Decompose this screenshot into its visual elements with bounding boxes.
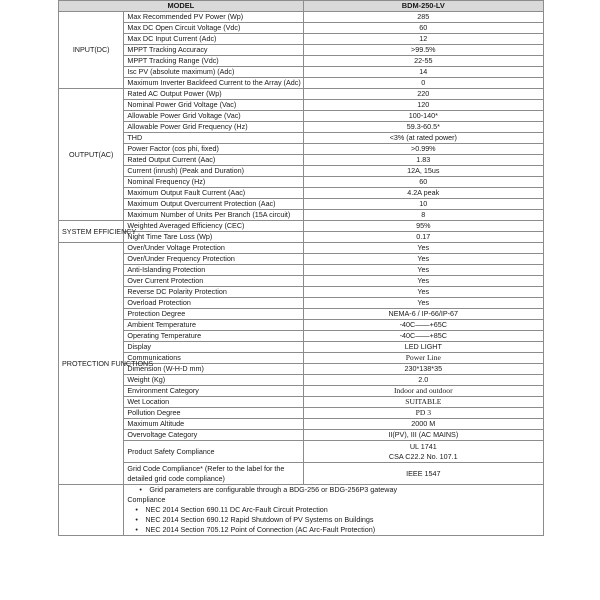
table-row — [59, 144, 544, 155]
table-row — [59, 188, 544, 199]
param-label: Overvoltage Category — [124, 430, 303, 441]
param-label: Overload Protection — [124, 298, 303, 309]
table-row — [59, 254, 544, 265]
param-value: Indoor and outdoor — [303, 386, 543, 397]
param-value: Yes — [303, 276, 543, 287]
table-row — [59, 78, 544, 89]
param-value: Yes — [303, 287, 543, 298]
param-label: Dimension (W-H-D mm) — [124, 364, 303, 375]
param-value: 1.83 — [303, 155, 543, 166]
param-value: 10 — [303, 199, 543, 210]
table-row — [59, 166, 544, 177]
table-row — [59, 243, 544, 254]
table-row — [59, 23, 544, 34]
table-row — [59, 309, 544, 320]
table-row — [59, 100, 544, 111]
param-label: MPPT Tracking Range (Vdc) — [124, 56, 303, 67]
table-row — [59, 320, 544, 331]
table-row — [59, 199, 544, 210]
table-row — [59, 210, 544, 221]
param-value: <3% (at rated power) — [303, 133, 543, 144]
table-row — [59, 12, 544, 23]
table-row — [59, 342, 544, 353]
param-label: Protection Degree — [124, 309, 303, 320]
model-value: BDM-250-LV — [303, 1, 543, 12]
table-row — [59, 331, 544, 342]
param-label: Current (inrush) (Peak and Duration) — [124, 166, 303, 177]
param-value: LED LIGHT — [303, 342, 543, 353]
notes-cell — [124, 485, 544, 536]
table-row — [59, 133, 544, 144]
param-value: Yes — [303, 243, 543, 254]
note-item: • NEC 2014 Section 690.12 Rapid Shutdown of PV Systems on Buildings — [127, 515, 540, 525]
table-row — [59, 276, 544, 287]
param-value: >0.99% — [303, 144, 543, 155]
param-label: Nominal Frequency (Hz) — [124, 177, 303, 188]
param-value: 60 — [303, 23, 543, 34]
param-value: 2000 M — [303, 419, 543, 430]
param-value: -40C——+85C — [303, 331, 543, 342]
param-label: Night Time Tare Loss (Wp) — [124, 232, 303, 243]
param-value: 12 — [303, 34, 543, 45]
table-row — [59, 419, 544, 430]
param-label: Allowable Power Grid Frequency (Hz) — [124, 122, 303, 133]
param-label: Ambient Temperature — [124, 320, 303, 331]
note-item: • NEC 2014 Section 690.11 DC Arc-Fault Circuit Protection — [127, 505, 540, 515]
table-row — [59, 177, 544, 188]
table-row — [59, 56, 544, 67]
section-protection-functions: PROTECTION FUNCTIONS — [59, 243, 124, 485]
table-row — [59, 232, 544, 243]
product-safety-line-2: CSA C22.2 No. 107.1 — [388, 451, 458, 461]
table-row — [59, 375, 544, 386]
section-system-efficiency: SYSTEM EFFICIENCY — [59, 221, 124, 243]
param-label: Maximum Output Overcurrent Protection (Aac) — [124, 199, 303, 210]
note-item: • NEC 2014 Section 705.12 Point of Connection (AC Arc-Fault Protection) — [127, 525, 540, 535]
param-value: 14 — [303, 67, 543, 78]
table-row — [59, 386, 544, 397]
param-value: Yes — [303, 254, 543, 265]
table-row — [59, 287, 544, 298]
param-value: 100-140* — [303, 111, 543, 122]
param-value: IEEE 1547 — [303, 463, 543, 485]
param-value: 59.3-60.5* — [303, 122, 543, 133]
param-value: 220 — [303, 89, 543, 100]
product-safety-line-1: UL 1741 — [409, 442, 437, 451]
param-label: Communications — [124, 353, 303, 364]
param-label: Pollution Degree — [124, 408, 303, 419]
param-label: Grid Code Compliance* (Refer to the label for the detailed grid code compliance) — [124, 463, 303, 485]
param-label: Display — [124, 342, 303, 353]
param-label: Allowable Power Grid Voltage (Vac) — [124, 111, 303, 122]
param-value: Power Line — [303, 353, 543, 364]
param-label: Maximum Output Fault Current (Aac) — [124, 188, 303, 199]
table-row — [59, 430, 544, 441]
param-label: Power Factor (cos phi, fixed) — [124, 144, 303, 155]
param-value: Yes — [303, 265, 543, 276]
section-output-ac: OUTPUT(AC) — [59, 89, 124, 221]
param-value: II(PV), III (AC MAINS) — [303, 430, 543, 441]
table-row — [59, 34, 544, 45]
note-grid-parameters: • Grid parameters are configurable through a BDG-256 or BDG-256P3 gateway — [127, 485, 540, 495]
param-label: Anti-Islanding Protection — [124, 265, 303, 276]
param-label: Operating Temperature — [124, 331, 303, 342]
param-value: 4.2A peak — [303, 188, 543, 199]
param-value: 120 — [303, 100, 543, 111]
param-value: 285 — [303, 12, 543, 23]
param-value: 0 — [303, 78, 543, 89]
table-row — [59, 221, 544, 232]
param-label: Over Current Protection — [124, 276, 303, 287]
param-label: Nominal Power Grid Voltage (Vac) — [124, 100, 303, 111]
table-row — [59, 441, 544, 463]
param-label: Max DC Open Circuit Voltage (Vdc) — [124, 23, 303, 34]
table-row — [59, 298, 544, 309]
param-label: MPPT Tracking Accuracy — [124, 45, 303, 56]
table-row — [59, 463, 544, 485]
param-value: 0.17 — [303, 232, 543, 243]
table-row — [59, 265, 544, 276]
param-label: Product Safety Compliance — [124, 441, 303, 463]
spec-sheet — [58, 0, 544, 536]
table-row — [59, 45, 544, 56]
note-compliance-label: Compliance — [127, 495, 166, 504]
param-label: Rated Output Current (Aac) — [124, 155, 303, 166]
param-label: Environment Category — [124, 386, 303, 397]
param-label: Reverse DC Polarity Protection — [124, 287, 303, 298]
param-label: Maximum Number of Units Per Branch (15A circuit) — [124, 210, 303, 221]
param-value: 22-55 — [303, 56, 543, 67]
param-label: Max DC Input Current (Adc) — [124, 34, 303, 45]
notes-row — [59, 485, 544, 536]
param-label: Wet Location — [124, 397, 303, 408]
section-input-dc: INPUT(DC) — [59, 12, 124, 89]
param-label: Maximum Inverter Backfeed Current to the Array (Adc) — [124, 78, 303, 89]
param-value: SUITABLE — [303, 397, 543, 408]
param-label: Over/Under Voltage Protection — [124, 243, 303, 254]
table-row — [59, 397, 544, 408]
param-label: Max Recommended PV Power (Wp) — [124, 12, 303, 23]
param-value: PD 3 — [303, 408, 543, 419]
table-row — [59, 408, 544, 419]
param-value: -40C——+65C — [303, 320, 543, 331]
table-row — [59, 89, 544, 100]
param-value: Yes — [303, 298, 543, 309]
table-header — [59, 1, 544, 12]
param-value: NEMA-6 / IP-66/IP-67 — [303, 309, 543, 320]
spec-table — [58, 0, 544, 536]
param-label: Weighted Averaged Efficiency (CEC) — [124, 221, 303, 232]
param-label: Over/Under Frequency Protection — [124, 254, 303, 265]
table-row — [59, 155, 544, 166]
param-label: Weight (Kg) — [124, 375, 303, 386]
table-row — [59, 67, 544, 78]
param-value: 8 — [303, 210, 543, 221]
param-value: 95% — [303, 221, 543, 232]
model-label: MODEL — [59, 1, 304, 12]
table-row — [59, 353, 544, 364]
table-row — [59, 122, 544, 133]
param-value: 60 — [303, 177, 543, 188]
table-row — [59, 111, 544, 122]
param-label: Maximum Altitude — [124, 419, 303, 430]
param-value: 12A, 15us — [303, 166, 543, 177]
notes-empty-cell — [59, 485, 124, 536]
param-label: Isc PV (absolute maximum) (Adc) — [124, 67, 303, 78]
param-value: 230*138*35 — [303, 364, 543, 375]
table-row — [59, 364, 544, 375]
product-safety-value — [303, 441, 543, 463]
param-value: >99.5% — [303, 45, 543, 56]
param-label: Rated AC Output Power (Wp) — [124, 89, 303, 100]
param-label: THD — [124, 133, 303, 144]
param-value: 2.0 — [303, 375, 543, 386]
